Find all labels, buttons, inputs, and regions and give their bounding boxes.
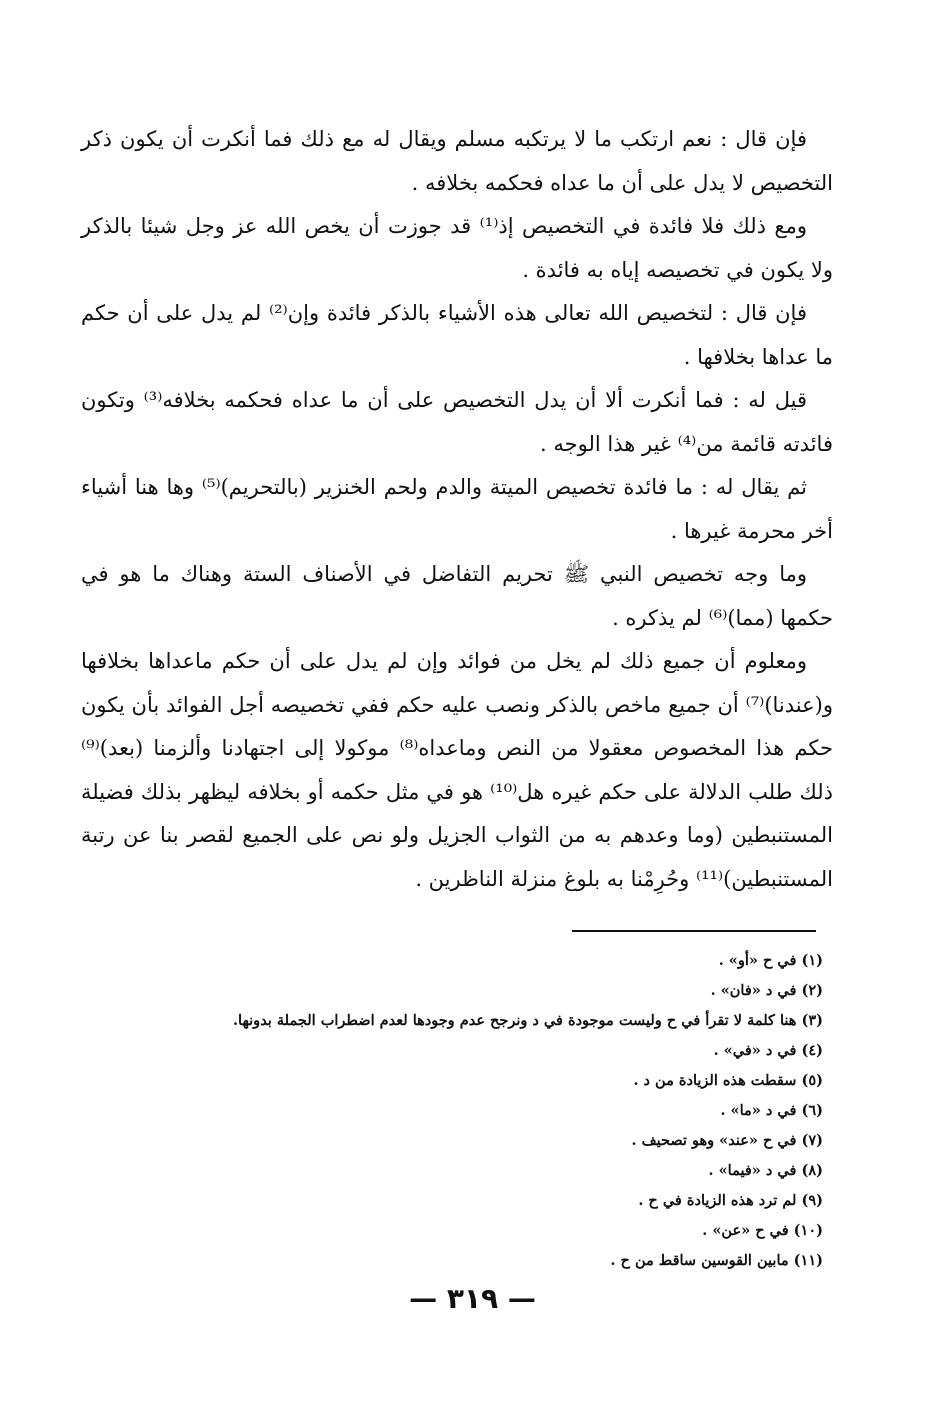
- paragraph: وما وجه تخصيص النبي ﷺ تحريم التفاضل في الأصناف الستة وهناك ما هو في حكمها (مما)⁽⁶⁾ لم يذكره .: [81, 562, 833, 630]
- footnote: (١) في ح «أو» .: [718, 952, 823, 969]
- paragraph: فإن قال : نعم ارتكب ما لا يرتكبه مسلم ويقال له مع ذلك فما أنكرت أن يكون ذكر التخصيص لا يدل على أن ما عداه فحكمه بخلافه .: [81, 127, 833, 195]
- paragraph: ومع ذلك فلا فائدة في التخصيص إذ⁽¹⁾ قد جوزت أن يخص الله عز وجل شيئا بالذكر ولا يكون في تخصيصه إياه به فائدة .: [81, 214, 833, 282]
- paragraph: ثم يقال له : ما فائدة تخصيص الميتة والدم ولحم الخنزير (بالتحريم)⁽⁵⁾ وها هنا أشياء أخر محرمة غيرها .: [81, 475, 833, 543]
- page-number: — ٣١٩ —: [409, 1282, 536, 1315]
- footnote: (٤) في د «في» .: [713, 1042, 823, 1059]
- footnote: (٧) في ح «عند» وهو تصحيف .: [631, 1132, 823, 1149]
- paragraph: فإن قال : لتخصيص الله تعالى هذه الأشياء بالذكر فائدة وإن⁽²⁾ لم يدل على أن حكم ما عداها بخلافها .: [81, 301, 833, 369]
- footnote: (٣) هنا كلمة لا تقرأ في ح وليست موجودة في د ونرجح عدم وجودها لعدم اضطراب الجملة بدونها.: [233, 1012, 823, 1029]
- paragraph: ومعلوم أن جميع ذلك لم يخل من فوائد وإن لم يدل على أن حكم ماعداها بخلافها و(عندنا)⁽⁷⁾ أن جميع ماخص بالذكر ونصب عليه حكم ففي تخصيصه أجل الفوائد بأن يكون حكم هذا المخصوص معقولا من النص وماعداه⁽⁸⁾ موكولا إلى اجتهادنا وألزمنا (بعد)⁽⁹⁾ ذلك طلب الدلالة على حكم غيره هل⁽¹⁰⁾ هو في مثل حكمه أو بخلافه ليظهر بذلك فضيلة المستنبطين (وما وعدهم به من الثواب الجزيل ولو نص على الجميع لقصر بنا عن رتبة المستنبطين)⁽¹¹⁾ وحُرِمْنا به بلوغ منزلة الناظرين .: [81, 649, 833, 891]
- footnote: (٨) في د «فيما» .: [708, 1162, 823, 1179]
- main-text: [81, 118, 833, 901]
- footnote: (٦) في د «ما» .: [720, 1102, 823, 1119]
- paragraph: قيل له : فما أنكرت ألا أن يدل التخصيص على أن ما عداه فحكمه بخلافه⁽³⁾ وتكون فائدته قائمة من⁽⁴⁾ غير هذا الوجه .: [81, 388, 833, 456]
- footnote: (١١) مابين القوسين ساقط من ح .: [610, 1252, 823, 1269]
- footnote: (٥) سقطت هذه الزيادة من د .: [633, 1072, 823, 1089]
- footnote: (١٠) في ح «عن» .: [702, 1222, 823, 1239]
- footnote: (٢) في د «فان» .: [710, 982, 823, 999]
- footnotes-list: [103, 946, 823, 1276]
- footnote-divider: [572, 930, 816, 932]
- footnote: (٩) لم ترد هذه الزيادة في ح .: [638, 1192, 823, 1209]
